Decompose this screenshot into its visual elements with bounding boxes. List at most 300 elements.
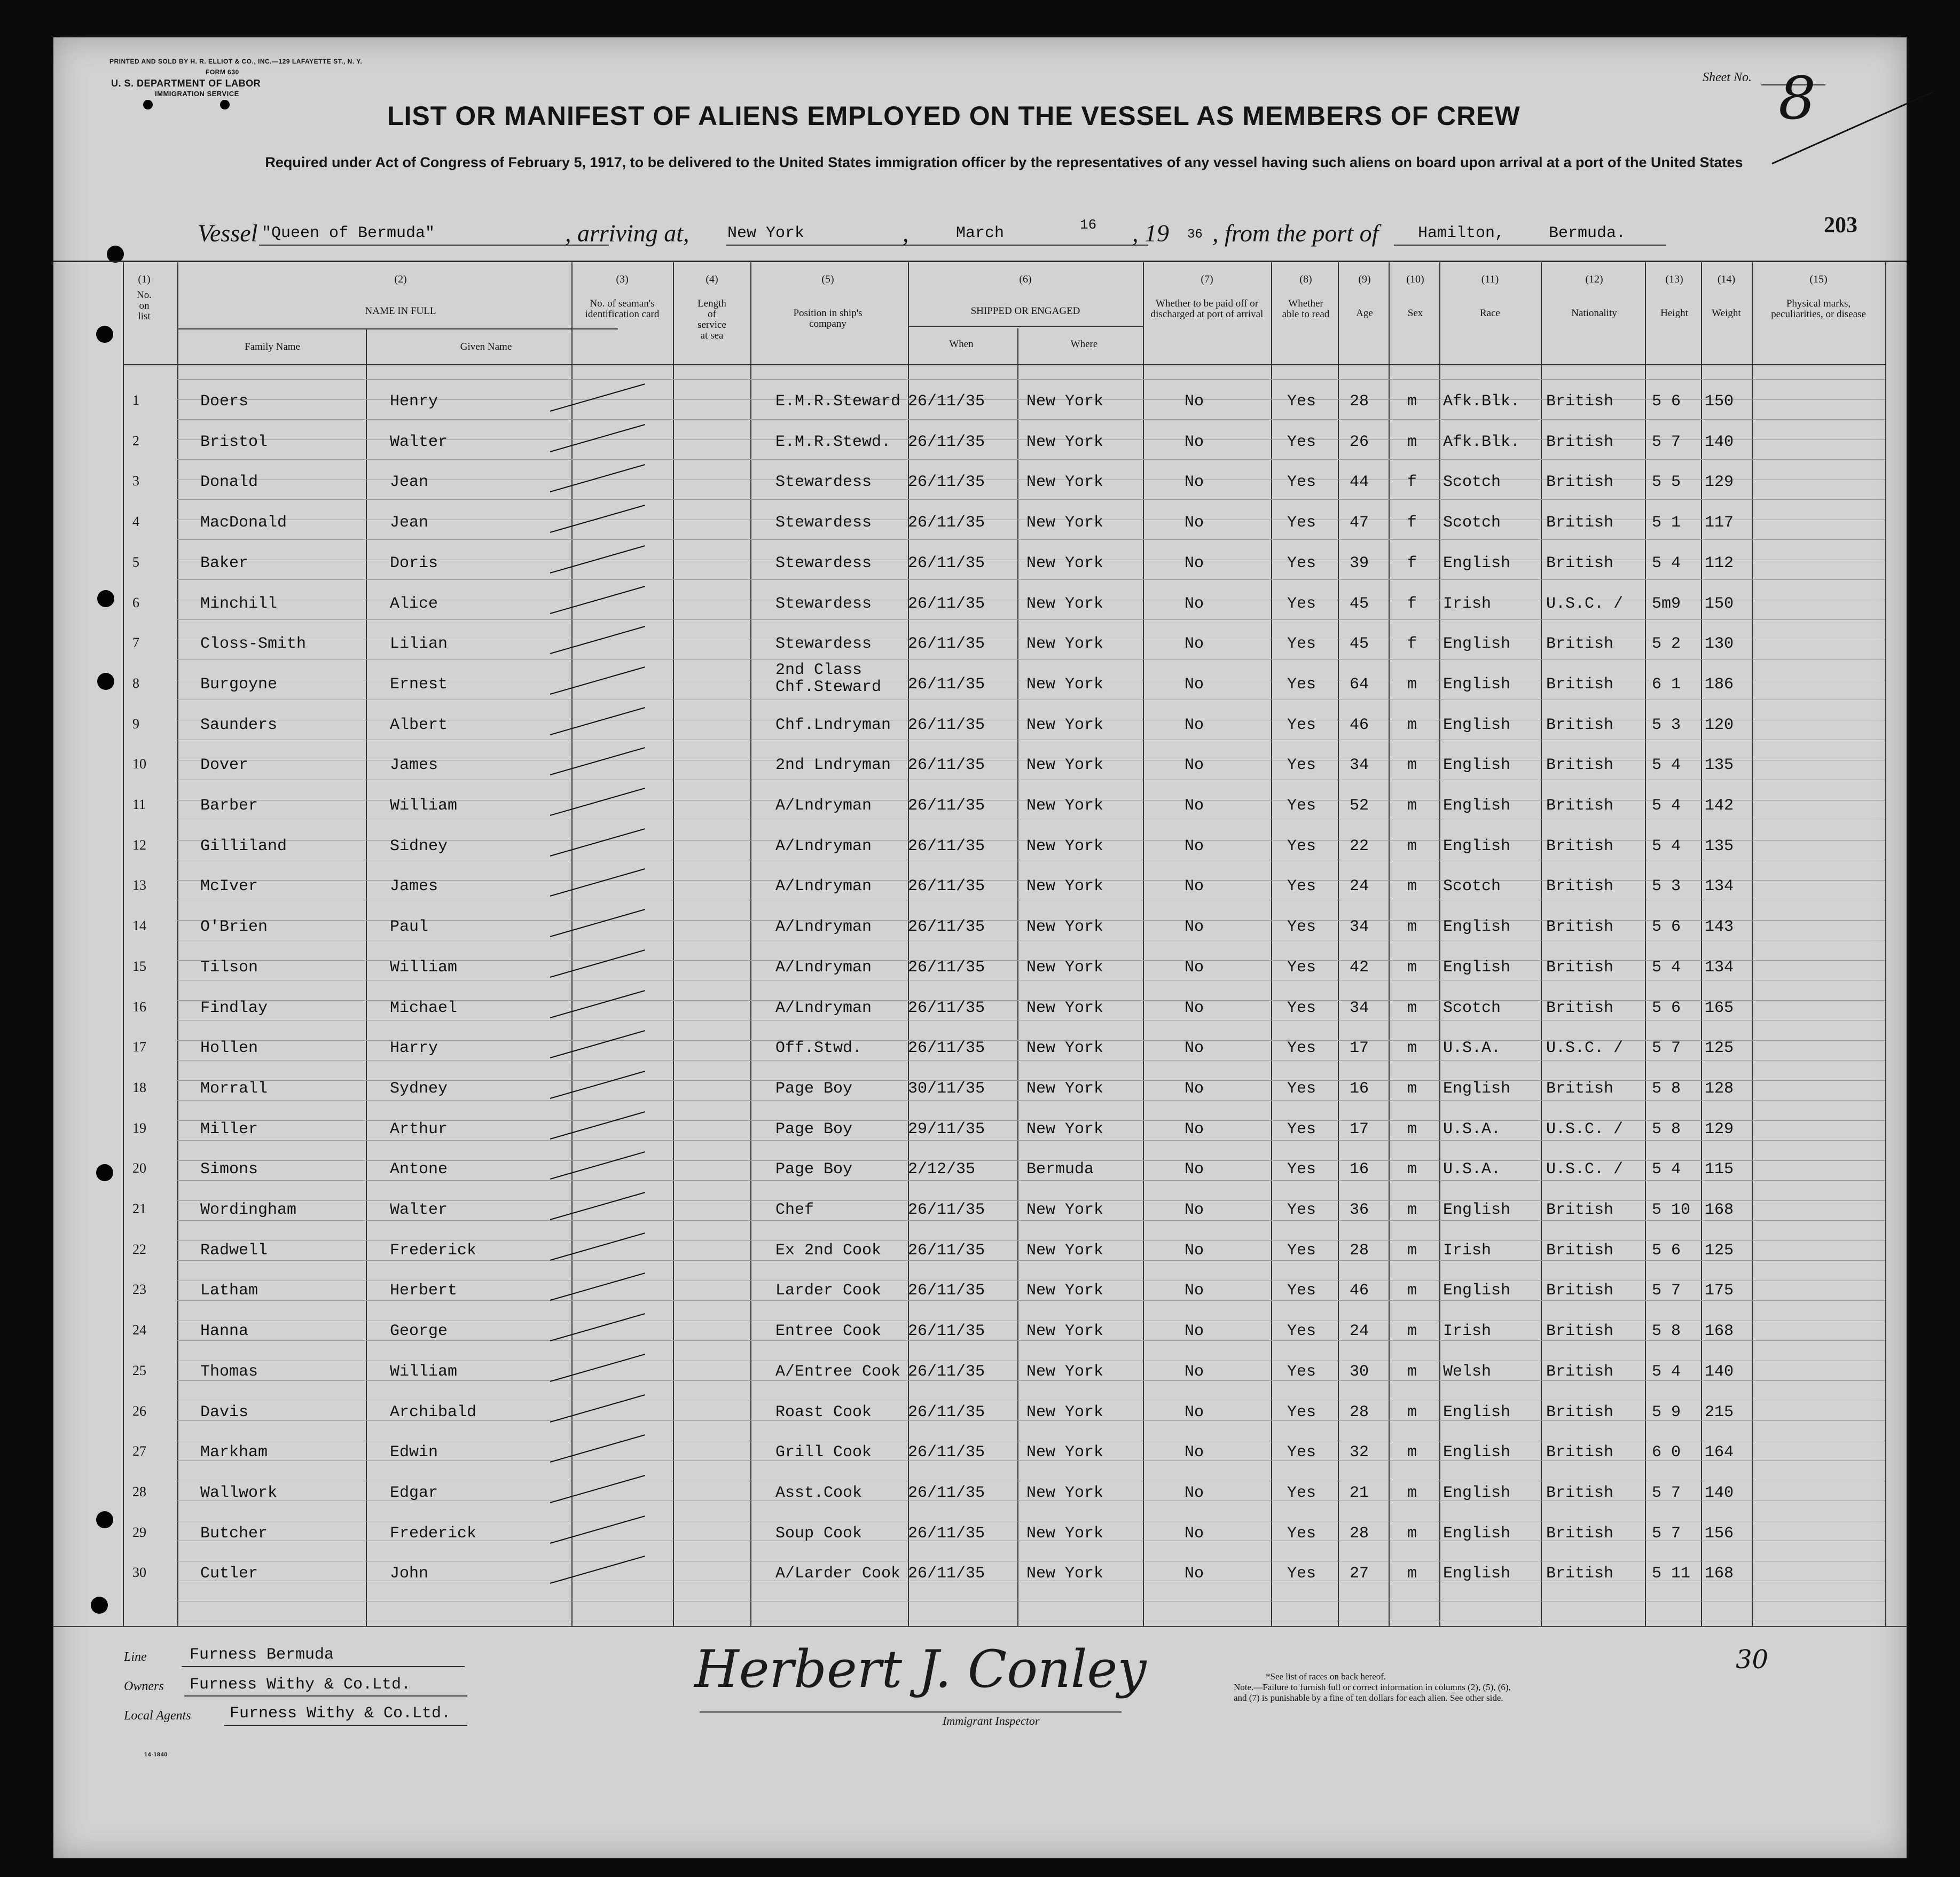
weight: 165 bbox=[1705, 999, 1734, 1017]
position: Chef bbox=[775, 1201, 814, 1219]
race: English bbox=[1443, 1565, 1511, 1583]
race: Irish bbox=[1443, 1322, 1492, 1340]
note-races: *See list of races on back hereof. bbox=[1266, 1671, 1386, 1682]
shipped-where: New York bbox=[1026, 1282, 1104, 1300]
page-subtitle: Required under Act of Congress of February 5, 1917, to be delivered to the United States immigration officer by the representatives of any vessel having such aliens on board upon arrival at a port of the United States bbox=[265, 154, 1743, 170]
column-divider bbox=[1439, 262, 1440, 1626]
age: 44 bbox=[1350, 473, 1369, 491]
given-name: Sydney bbox=[390, 1080, 448, 1098]
family-name: MacDonald bbox=[200, 514, 287, 532]
sheet-no-label: Sheet No. bbox=[1703, 70, 1752, 84]
race: English bbox=[1443, 1525, 1511, 1543]
race: Welsh bbox=[1443, 1363, 1492, 1381]
family-name: Miller bbox=[200, 1120, 258, 1138]
row-number: 5 bbox=[132, 554, 139, 570]
given-name: Edgar bbox=[390, 1484, 438, 1502]
sex: m bbox=[1407, 1403, 1417, 1422]
nationality: British bbox=[1546, 999, 1614, 1017]
race: Scotch bbox=[1443, 999, 1501, 1017]
shipped-where: New York bbox=[1026, 514, 1104, 532]
race: English bbox=[1443, 676, 1511, 694]
sex: m bbox=[1407, 716, 1417, 734]
race: English bbox=[1443, 837, 1511, 855]
family-name: Davis bbox=[200, 1403, 249, 1422]
height: 5 4 bbox=[1652, 756, 1681, 774]
height: 5 7 bbox=[1652, 433, 1681, 451]
weight: 143 bbox=[1705, 918, 1734, 936]
column-divider bbox=[1271, 262, 1272, 1626]
paid-off: No bbox=[1185, 1201, 1204, 1219]
race: Irish bbox=[1443, 595, 1492, 613]
age: 22 bbox=[1350, 837, 1369, 855]
row-number: 6 bbox=[132, 595, 139, 610]
row-number: 1 bbox=[132, 392, 139, 408]
height: 5 4 bbox=[1652, 797, 1681, 815]
row-number: 15 bbox=[132, 959, 146, 974]
paid-off: No bbox=[1185, 1080, 1204, 1098]
given-name: John bbox=[390, 1565, 429, 1583]
line-value: Furness Bermuda bbox=[190, 1646, 334, 1664]
ruled-line bbox=[177, 1140, 1885, 1141]
nationality: British bbox=[1546, 837, 1614, 855]
weight: 156 bbox=[1705, 1525, 1734, 1543]
ruled-line bbox=[177, 1340, 1885, 1341]
weight: 168 bbox=[1705, 1565, 1734, 1583]
given-name: James bbox=[390, 756, 438, 774]
able-to-read: Yes bbox=[1287, 1080, 1316, 1098]
able-to-read: Yes bbox=[1287, 999, 1316, 1017]
from-port-label: , from the port of bbox=[1212, 219, 1379, 247]
paid-off: No bbox=[1185, 1242, 1204, 1260]
height: 5 6 bbox=[1652, 918, 1681, 936]
position: E.M.R.Stewd. bbox=[775, 433, 891, 451]
col-4-number: (4) bbox=[705, 273, 718, 285]
owners-value: Furness Withy & Co.Ltd. bbox=[190, 1676, 411, 1694]
row-number: 25 bbox=[132, 1363, 146, 1378]
row-number: 20 bbox=[132, 1160, 146, 1176]
given-name: Michael bbox=[390, 999, 458, 1017]
age: 28 bbox=[1350, 1525, 1369, 1543]
position: Ex 2nd Cook bbox=[775, 1242, 882, 1260]
row-number: 13 bbox=[132, 877, 146, 893]
height: 5 7 bbox=[1652, 1039, 1681, 1057]
shipped-when: 26/11/35 bbox=[908, 959, 985, 977]
ruled-line bbox=[177, 539, 1885, 540]
owners-label: Owners bbox=[124, 1679, 164, 1693]
punch-hole bbox=[97, 673, 114, 690]
id-card-slash bbox=[550, 1030, 645, 1058]
age: 26 bbox=[1350, 433, 1369, 451]
column-divider bbox=[1338, 262, 1339, 1626]
arrival-month: March bbox=[956, 224, 1005, 242]
family-name: Donald bbox=[200, 473, 258, 491]
shipped-where: New York bbox=[1026, 797, 1104, 815]
race: Scotch bbox=[1443, 514, 1501, 532]
height: 5 8 bbox=[1652, 1120, 1681, 1138]
vessel-name: "Queen of Bermuda" bbox=[262, 224, 435, 242]
able-to-read: Yes bbox=[1287, 1484, 1316, 1502]
ruled-line bbox=[177, 379, 1885, 380]
race: U.S.A. bbox=[1443, 1120, 1501, 1138]
able-to-read: Yes bbox=[1287, 1282, 1316, 1300]
height: 5 6 bbox=[1652, 999, 1681, 1017]
paid-off: No bbox=[1185, 392, 1204, 411]
nationality: British bbox=[1546, 756, 1614, 774]
column-divider bbox=[1701, 262, 1702, 1626]
sex: m bbox=[1407, 959, 1417, 977]
col-6-header: SHIPPED OR ENGAGED bbox=[970, 305, 1080, 317]
height: 6 0 bbox=[1652, 1443, 1681, 1462]
able-to-read: Yes bbox=[1287, 1242, 1316, 1260]
row-number: 3 bbox=[132, 473, 139, 489]
height: 5 4 bbox=[1652, 1363, 1681, 1381]
id-card-slash bbox=[550, 1232, 645, 1261]
sex: m bbox=[1407, 918, 1417, 936]
column-divider bbox=[1645, 262, 1646, 1626]
column-divider bbox=[366, 328, 367, 1626]
able-to-read: Yes bbox=[1287, 635, 1316, 653]
position: Larder Cook bbox=[775, 1282, 882, 1300]
shipped-when: 26/11/35 bbox=[908, 1201, 985, 1219]
family-name: Baker bbox=[200, 554, 249, 572]
column-divider bbox=[673, 262, 674, 1626]
shipped-where: New York bbox=[1026, 1039, 1104, 1057]
row-number: 26 bbox=[132, 1403, 146, 1419]
note-fine-2: and (7) is punishable by a fine of ten dollars for each alien. See other side. bbox=[1234, 1693, 1503, 1703]
height: 5 11 bbox=[1652, 1565, 1691, 1583]
page-number: 203 bbox=[1824, 213, 1857, 238]
position: Stewardess bbox=[775, 514, 872, 532]
nationality: British bbox=[1546, 1322, 1614, 1340]
row-number: 12 bbox=[132, 837, 146, 853]
ruled-line bbox=[177, 1220, 1885, 1221]
paid-off: No bbox=[1185, 1160, 1204, 1179]
weight: 115 bbox=[1705, 1160, 1734, 1179]
position: A/Lndryman bbox=[775, 959, 872, 977]
weight: 135 bbox=[1705, 756, 1734, 774]
weight: 168 bbox=[1705, 1201, 1734, 1219]
col-4-header: Length of service at sea bbox=[697, 298, 726, 341]
col-6a-header: When bbox=[949, 339, 974, 350]
shipped-where: New York bbox=[1026, 1120, 1104, 1138]
sex: m bbox=[1407, 1080, 1417, 1098]
id-card-slash bbox=[550, 464, 645, 492]
paid-off: No bbox=[1185, 959, 1204, 977]
sex: f bbox=[1407, 514, 1417, 532]
given-name: Jean bbox=[390, 514, 429, 532]
given-name: Walter bbox=[390, 1201, 448, 1219]
total-count: 30 bbox=[1736, 1645, 1769, 1675]
able-to-read: Yes bbox=[1287, 1363, 1316, 1381]
line-label: Line bbox=[124, 1650, 147, 1664]
weight: 125 bbox=[1705, 1242, 1734, 1260]
row-number: 8 bbox=[132, 676, 139, 691]
nationality: British bbox=[1546, 473, 1614, 491]
age: 46 bbox=[1350, 1282, 1369, 1300]
page-title: LIST OR MANIFEST OF ALIENS EMPLOYED ON THE VESSEL AS MEMBERS OF CREW bbox=[387, 101, 1520, 131]
weight: 129 bbox=[1705, 1120, 1734, 1138]
paid-off: No bbox=[1185, 676, 1204, 694]
shipped-where: New York bbox=[1026, 1322, 1104, 1340]
nationality: British bbox=[1546, 1403, 1614, 1422]
sex: m bbox=[1407, 1443, 1417, 1462]
given-name: Arthur bbox=[390, 1120, 448, 1138]
height: 5 8 bbox=[1652, 1322, 1681, 1340]
weight: 150 bbox=[1705, 392, 1734, 411]
given-name: Sidney bbox=[390, 837, 448, 855]
shipped-where: New York bbox=[1026, 1363, 1104, 1381]
family-name: Radwell bbox=[200, 1242, 268, 1260]
age: 42 bbox=[1350, 959, 1369, 977]
nationality: British bbox=[1546, 1525, 1614, 1543]
row-number: 2 bbox=[132, 433, 139, 449]
col-7-number: (7) bbox=[1201, 273, 1213, 285]
given-name: Doris bbox=[390, 554, 438, 572]
race: Irish bbox=[1443, 1242, 1492, 1260]
sex: m bbox=[1407, 877, 1417, 896]
nationality: British bbox=[1546, 554, 1614, 572]
family-name: Tilson bbox=[200, 959, 258, 977]
ruled-line bbox=[177, 499, 1885, 500]
paid-off: No bbox=[1185, 756, 1204, 774]
sex: m bbox=[1407, 1363, 1417, 1381]
weight: 164 bbox=[1705, 1443, 1734, 1462]
given-name: William bbox=[390, 797, 458, 815]
position: Page Boy bbox=[775, 1120, 853, 1138]
position: 2nd Lndryman bbox=[775, 756, 891, 774]
row-number: 16 bbox=[132, 999, 146, 1015]
shipped-when: 26/11/35 bbox=[908, 595, 985, 613]
weight: 168 bbox=[1705, 1322, 1734, 1340]
position: Asst.Cook bbox=[775, 1484, 863, 1502]
row-number: 28 bbox=[132, 1484, 146, 1499]
position: Stewardess bbox=[775, 473, 872, 491]
sex: m bbox=[1407, 433, 1417, 451]
family-name: Burgoyne bbox=[200, 676, 278, 694]
comma: , bbox=[903, 219, 909, 247]
nationality: British bbox=[1546, 635, 1614, 653]
paid-off: No bbox=[1185, 999, 1204, 1017]
race: English bbox=[1443, 756, 1511, 774]
nationality: British bbox=[1546, 959, 1614, 977]
height: 5 4 bbox=[1652, 959, 1681, 977]
shipped-when: 26/11/35 bbox=[908, 756, 985, 774]
age: 30 bbox=[1350, 1363, 1369, 1381]
col-11-number: (11) bbox=[1481, 273, 1499, 285]
shipped-when: 26/11/35 bbox=[908, 1363, 985, 1381]
age: 64 bbox=[1350, 676, 1369, 694]
race: English bbox=[1443, 1484, 1511, 1502]
shipped-when: 26/11/35 bbox=[908, 999, 985, 1017]
shipped-where: New York bbox=[1026, 959, 1104, 977]
row-number: 22 bbox=[132, 1242, 146, 1257]
family-name: Hanna bbox=[200, 1322, 249, 1340]
able-to-read: Yes bbox=[1287, 877, 1316, 896]
sex: m bbox=[1407, 1039, 1417, 1057]
sex: m bbox=[1407, 1484, 1417, 1502]
height: 5 4 bbox=[1652, 554, 1681, 572]
nationality: British bbox=[1546, 392, 1614, 411]
able-to-read: Yes bbox=[1287, 1525, 1316, 1543]
paid-off: No bbox=[1185, 595, 1204, 613]
row-number: 17 bbox=[132, 1039, 146, 1055]
race: English bbox=[1443, 797, 1511, 815]
weight: 140 bbox=[1705, 1484, 1734, 1502]
able-to-read: Yes bbox=[1287, 1120, 1316, 1138]
family-name: Wallwork bbox=[200, 1484, 278, 1502]
shipped-when: 26/11/35 bbox=[908, 635, 985, 653]
paid-off: No bbox=[1185, 1525, 1204, 1543]
sex: m bbox=[1407, 1160, 1417, 1179]
punch-hole bbox=[220, 100, 230, 109]
id-card-slash bbox=[550, 788, 645, 816]
position: Page Boy bbox=[775, 1080, 853, 1098]
arrival-day: 16 bbox=[1080, 217, 1097, 233]
paid-off: No bbox=[1185, 473, 1204, 491]
age: 27 bbox=[1350, 1565, 1369, 1583]
col-13-number: (13) bbox=[1665, 273, 1683, 285]
family-name: Hollen bbox=[200, 1039, 258, 1057]
shipped-where: New York bbox=[1026, 877, 1104, 896]
column-divider bbox=[1143, 262, 1144, 1626]
paid-off: No bbox=[1185, 635, 1204, 653]
row-number: 11 bbox=[132, 797, 146, 812]
sex: m bbox=[1407, 837, 1417, 855]
id-card-slash bbox=[550, 1394, 645, 1423]
race: English bbox=[1443, 1443, 1511, 1462]
vessel-label: Vessel bbox=[198, 219, 258, 247]
id-card-slash bbox=[550, 383, 645, 412]
position: A/Larder Cook bbox=[775, 1565, 901, 1583]
able-to-read: Yes bbox=[1287, 514, 1316, 532]
year-prefix: , 19 bbox=[1132, 219, 1169, 247]
shipped-where: New York bbox=[1026, 1525, 1104, 1543]
form-code: 14-1840 bbox=[144, 1752, 168, 1758]
weight: 175 bbox=[1705, 1282, 1734, 1300]
column-divider bbox=[571, 262, 573, 1626]
nationality: British bbox=[1546, 1242, 1614, 1260]
age: 16 bbox=[1350, 1080, 1369, 1098]
nationality: British bbox=[1546, 433, 1614, 451]
id-card-slash bbox=[550, 909, 645, 937]
age: 21 bbox=[1350, 1484, 1369, 1502]
col-11-header: Race bbox=[1480, 308, 1500, 319]
shipped-when: 26/11/35 bbox=[908, 1039, 985, 1057]
shipped-when: 26/11/35 bbox=[908, 1484, 985, 1502]
shipped-when: 26/11/35 bbox=[908, 676, 985, 694]
given-name: Paul bbox=[390, 918, 429, 936]
col-15-number: (15) bbox=[1809, 273, 1828, 285]
col-12-header: Nationality bbox=[1571, 308, 1617, 319]
shipped-when: 26/11/35 bbox=[908, 837, 985, 855]
given-name: Jean bbox=[390, 473, 429, 491]
id-card-slash bbox=[550, 707, 645, 735]
able-to-read: Yes bbox=[1287, 1403, 1316, 1422]
column-divider bbox=[1885, 262, 1886, 1626]
agents-label: Local Agents bbox=[124, 1709, 191, 1723]
paid-off: No bbox=[1185, 433, 1204, 451]
shipped-when: 26/11/35 bbox=[908, 1242, 985, 1260]
column-divider bbox=[1389, 262, 1390, 1626]
punch-hole bbox=[91, 1597, 108, 1614]
weight: 150 bbox=[1705, 595, 1734, 613]
shipped-when: 26/11/35 bbox=[908, 433, 985, 451]
col-14-header: Weight bbox=[1712, 308, 1741, 319]
height: 6 1 bbox=[1652, 676, 1681, 694]
given-name: Frederick bbox=[390, 1242, 477, 1260]
year-suffix: 36 bbox=[1187, 227, 1203, 242]
sex: m bbox=[1407, 1565, 1417, 1583]
given-name: William bbox=[390, 1363, 458, 1381]
agents-value: Furness Withy & Co.Ltd. bbox=[230, 1705, 451, 1723]
shipped-when: 26/11/35 bbox=[908, 1565, 985, 1583]
weight: 140 bbox=[1705, 1363, 1734, 1381]
shipped-when: 26/11/35 bbox=[908, 1443, 985, 1462]
col-5-number: (5) bbox=[821, 273, 834, 285]
inspector-label: Immigrant Inspector bbox=[943, 1714, 1040, 1727]
given-name: Herbert bbox=[390, 1282, 458, 1300]
id-card-slash bbox=[550, 747, 645, 775]
shipped-where: New York bbox=[1026, 1080, 1104, 1098]
id-card-slash bbox=[550, 868, 645, 897]
able-to-read: Yes bbox=[1287, 433, 1316, 451]
family-name: Barber bbox=[200, 797, 258, 815]
able-to-read: Yes bbox=[1287, 473, 1316, 491]
weight: 129 bbox=[1705, 473, 1734, 491]
weight: 135 bbox=[1705, 837, 1734, 855]
able-to-read: Yes bbox=[1287, 716, 1316, 734]
height: 5 8 bbox=[1652, 1080, 1681, 1098]
id-card-slash bbox=[550, 1192, 645, 1220]
shipped-where: New York bbox=[1026, 1443, 1104, 1462]
paid-off: No bbox=[1185, 716, 1204, 734]
col-12-number: (12) bbox=[1585, 273, 1603, 285]
race: Afk.Blk. bbox=[1443, 392, 1520, 411]
id-card-slash bbox=[550, 828, 645, 857]
height: 5 10 bbox=[1652, 1201, 1691, 1219]
shipped-when: 2/12/35 bbox=[908, 1160, 976, 1179]
service-label: IMMIGRATION SERVICE bbox=[155, 90, 239, 98]
ruled-line bbox=[177, 619, 1885, 620]
age: 46 bbox=[1350, 716, 1369, 734]
family-name: Findlay bbox=[200, 999, 268, 1017]
nationality: U.S.C. / bbox=[1546, 1039, 1624, 1057]
shipped-where: New York bbox=[1026, 1484, 1104, 1502]
shipped-where: New York bbox=[1026, 1403, 1104, 1422]
weight: 128 bbox=[1705, 1080, 1734, 1098]
race: U.S.A. bbox=[1443, 1160, 1501, 1179]
sex: m bbox=[1407, 1322, 1417, 1340]
note-fine-1: Note.—Failure to furnish full or correct information in columns (2), (5), (6), bbox=[1234, 1682, 1511, 1692]
family-name: Saunders bbox=[200, 716, 278, 734]
row-number: 9 bbox=[132, 716, 139, 732]
nationality: British bbox=[1546, 797, 1614, 815]
shipped-where: New York bbox=[1026, 473, 1104, 491]
age: 24 bbox=[1350, 1322, 1369, 1340]
ruled-line bbox=[177, 1300, 1885, 1301]
punch-hole bbox=[96, 1164, 113, 1181]
age: 28 bbox=[1350, 392, 1369, 411]
col-3-number: (3) bbox=[616, 273, 629, 285]
shipped-when: 26/11/35 bbox=[908, 918, 985, 936]
sex: m bbox=[1407, 1201, 1417, 1219]
weight: 134 bbox=[1705, 959, 1734, 977]
col-2-header: NAME IN FULL bbox=[365, 305, 436, 317]
race: English bbox=[1443, 918, 1511, 936]
paid-off: No bbox=[1185, 877, 1204, 896]
height: 5m9 bbox=[1652, 595, 1681, 613]
position: Roast Cook bbox=[775, 1403, 872, 1422]
